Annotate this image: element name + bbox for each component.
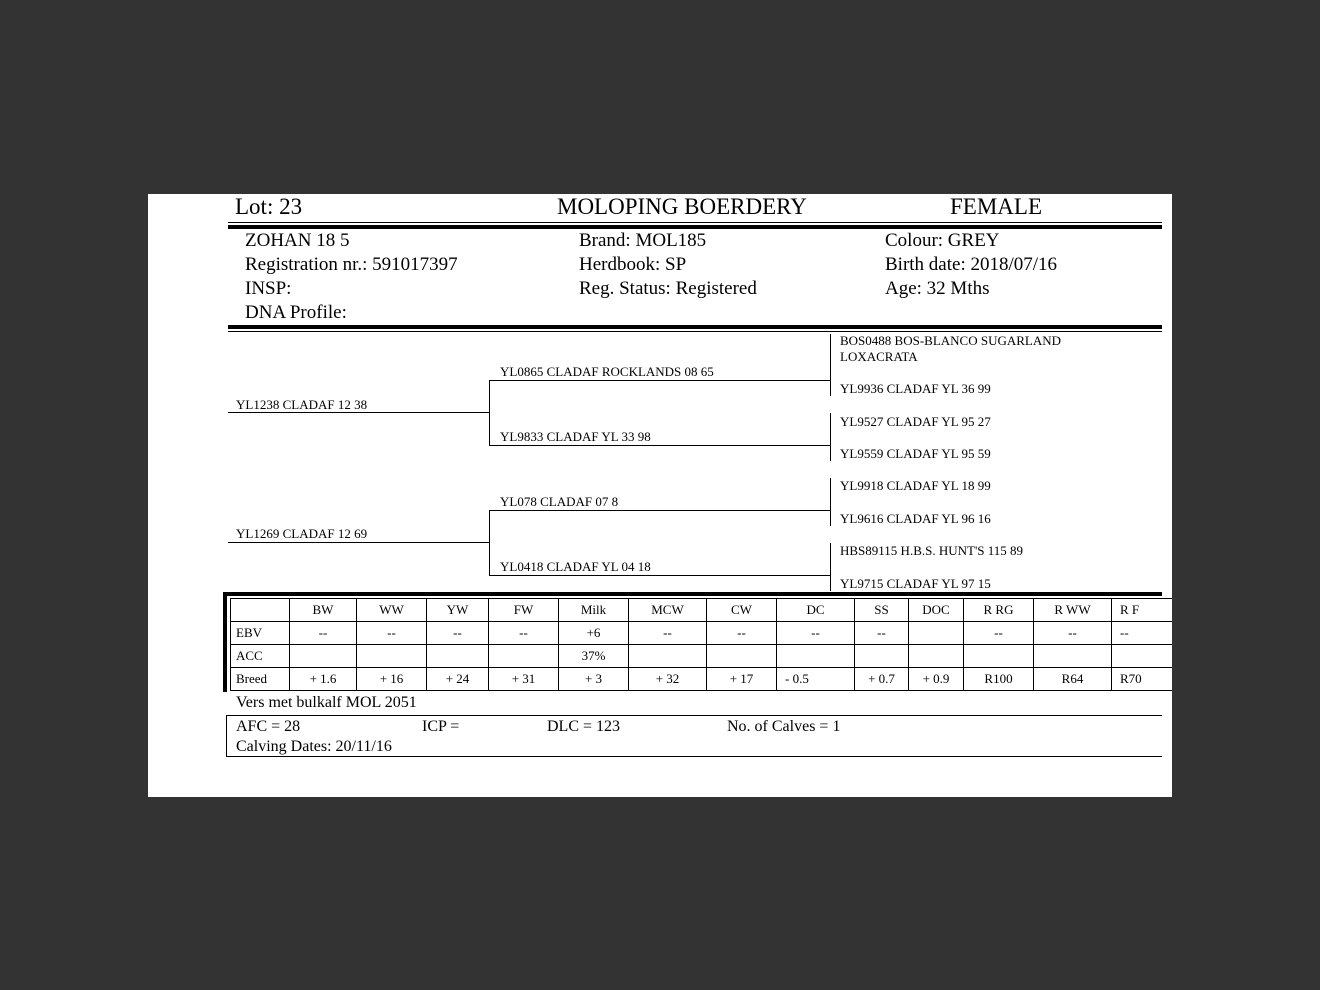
ebv-col-ss: SS — [855, 599, 909, 622]
acc-cell — [964, 645, 1034, 668]
info-rule-thick — [228, 325, 1162, 329]
ebv-cell: -- — [964, 622, 1034, 645]
great-grandparent-6: YL9616 CLADAF YL 96 16 — [840, 511, 991, 526]
ebv-row — [231, 622, 1173, 645]
grandparent-1: YL0865 CLADAF ROCKLANDS 08 65 — [500, 364, 714, 379]
acc-row-label: ACC — [231, 645, 290, 668]
breed-row-label: Breed — [231, 668, 290, 691]
acc-cell — [909, 645, 964, 668]
footer-left-rule — [226, 715, 227, 757]
age: Age: 32 Mths — [885, 278, 990, 299]
breed-cell: + 32 — [629, 668, 707, 691]
acc-cell — [489, 645, 559, 668]
info-rule-thin — [228, 331, 1162, 332]
ebv-cell: -- — [1034, 622, 1112, 645]
acc-cell — [629, 645, 707, 668]
acc-cell — [855, 645, 909, 668]
registration-status: Reg. Status: Registered — [579, 278, 757, 299]
ebv-col-yw: YW — [427, 599, 489, 622]
ebv-cell: -- — [1112, 622, 1173, 645]
acc-cell: 37% — [559, 645, 629, 668]
ebv-col-ww: WW — [357, 599, 427, 622]
ebv-col-blank — [231, 599, 290, 622]
header-rule-thin — [228, 222, 1162, 223]
breed-cell: + 24 — [427, 668, 489, 691]
acc-cell — [357, 645, 427, 668]
footer-rule-1 — [226, 715, 1162, 716]
lot-number: Lot: 23 — [235, 194, 303, 219]
ebv-row-label: EBV — [231, 622, 290, 645]
animal-name: ZOHAN 18 5 — [245, 230, 350, 251]
pedigree-sheet — [148, 194, 1172, 797]
colour: Colour: GREY — [885, 230, 1000, 251]
sire-line — [228, 412, 490, 413]
dlc-value: DLC = 123 — [547, 718, 621, 735]
birth-date: Birth date: 2018/07/16 — [885, 254, 1058, 275]
ebv-cell: -- — [290, 622, 357, 645]
breed-cell: + 0.9 — [909, 668, 964, 691]
animal-sex: FEMALE — [950, 194, 1042, 219]
acc-row — [231, 645, 1173, 668]
breed-cell: R70 — [1112, 668, 1173, 691]
great-grandparent-1-cont: LOXACRATA — [840, 349, 918, 364]
grandparent-2: YL9833 CLADAF YL 33 98 — [500, 429, 651, 444]
great-grandparent-4: YL9559 CLADAF YL 95 59 — [840, 446, 991, 461]
great-grandparent-8: YL9715 CLADAF YL 97 15 — [840, 576, 991, 591]
ebv-cell: -- — [855, 622, 909, 645]
acc-cell — [290, 645, 357, 668]
icp-value: ICP = — [422, 718, 460, 735]
ebv-table — [230, 598, 1172, 691]
breed-cell: + 17 — [707, 668, 777, 691]
great-grandparent-2: YL9936 CLADAF YL 36 99 — [840, 381, 991, 396]
dam-branch — [489, 510, 490, 576]
ebv-col-fw: FW — [489, 599, 559, 622]
acc-cell — [1034, 645, 1112, 668]
ebv-cell: +6 — [559, 622, 629, 645]
brand: Brand: MOL185 — [579, 230, 707, 251]
breed-cell: R100 — [964, 668, 1034, 691]
ebv-cell: -- — [629, 622, 707, 645]
ebv-col-rf: R F — [1112, 599, 1173, 622]
breed-row — [231, 668, 1173, 691]
calves-count: No. of Calves = 1 — [727, 718, 841, 735]
dam-line — [228, 542, 490, 543]
breed-cell: + 0.7 — [855, 668, 909, 691]
dna-profile: DNA Profile: — [245, 302, 347, 323]
sire-branch — [489, 380, 490, 446]
gg-branch-4 — [830, 543, 831, 591]
gg-branch-2 — [830, 413, 831, 461]
ebv-left-rule — [223, 592, 227, 692]
acc-cell — [707, 645, 777, 668]
ebv-col-rrg: R RG — [964, 599, 1034, 622]
ebv-cell: -- — [427, 622, 489, 645]
breed-cell: + 16 — [357, 668, 427, 691]
ebv-cell: -- — [777, 622, 855, 645]
grandparent-2-line — [489, 445, 831, 446]
afc-value: AFC = 28 — [236, 718, 301, 735]
breeder-name: MOLOPING BOERDERY — [557, 194, 807, 219]
ebv-top-rule — [223, 592, 1162, 596]
grandparent-3: YL078 CLADAF 07 8 — [500, 494, 619, 509]
herdbook: Herdbook: SP — [579, 254, 687, 275]
breed-cell: + 3 — [559, 668, 629, 691]
breed-cell: + 1.6 — [290, 668, 357, 691]
dam: YL1269 CLADAF 12 69 — [236, 526, 368, 541]
ebv-cell: -- — [357, 622, 427, 645]
ebv-col-bw: BW — [290, 599, 357, 622]
gg-branch-3 — [830, 478, 831, 526]
ebv-col-doc: DOC — [909, 599, 964, 622]
ebv-cell: -- — [489, 622, 559, 645]
great-grandparent-5: YL9918 CLADAF YL 18 99 — [840, 478, 991, 493]
acc-cell — [777, 645, 855, 668]
ebv-col-rww: R WW — [1034, 599, 1112, 622]
grandparent-4-line — [489, 575, 831, 576]
ebv-cell: -- — [707, 622, 777, 645]
gg-branch-1 — [830, 334, 831, 396]
great-grandparent-3: YL9527 CLADAF YL 95 27 — [840, 414, 991, 429]
grandparent-3-line — [489, 510, 831, 511]
ebv-cell — [909, 622, 964, 645]
acc-cell — [1112, 645, 1173, 668]
great-grandparent-1: BOS0488 BOS-BLANCO SUGARLAND — [840, 333, 1062, 348]
grandparent-4: YL0418 CLADAF YL 04 18 — [500, 559, 651, 574]
ebv-col-mcw: MCW — [629, 599, 707, 622]
breed-cell: - 0.5 — [777, 668, 855, 691]
ebv-col-dc: DC — [777, 599, 855, 622]
sire: YL1238 CLADAF 12 38 — [236, 397, 368, 412]
registration-number: Registration nr.: 591017397 — [245, 254, 458, 275]
grandparent-1-line — [489, 380, 831, 381]
breed-cell: + 31 — [489, 668, 559, 691]
breed-cell: R64 — [1034, 668, 1112, 691]
header-rule-thick — [228, 225, 1162, 229]
great-grandparent-7: HBS89115 H.B.S. HUNT'S 115 89 — [840, 543, 1024, 558]
insp-field: INSP: — [245, 278, 292, 299]
remark-note: Vers met bulkalf MOL 2051 — [236, 694, 417, 711]
footer-rule-2 — [226, 756, 1162, 757]
ebv-header-row — [231, 599, 1173, 622]
ebv-col-milk: Milk — [559, 599, 629, 622]
calving-dates: Calving Dates: 20/11/16 — [236, 738, 392, 755]
ebv-col-cw: CW — [707, 599, 777, 622]
acc-cell — [427, 645, 489, 668]
